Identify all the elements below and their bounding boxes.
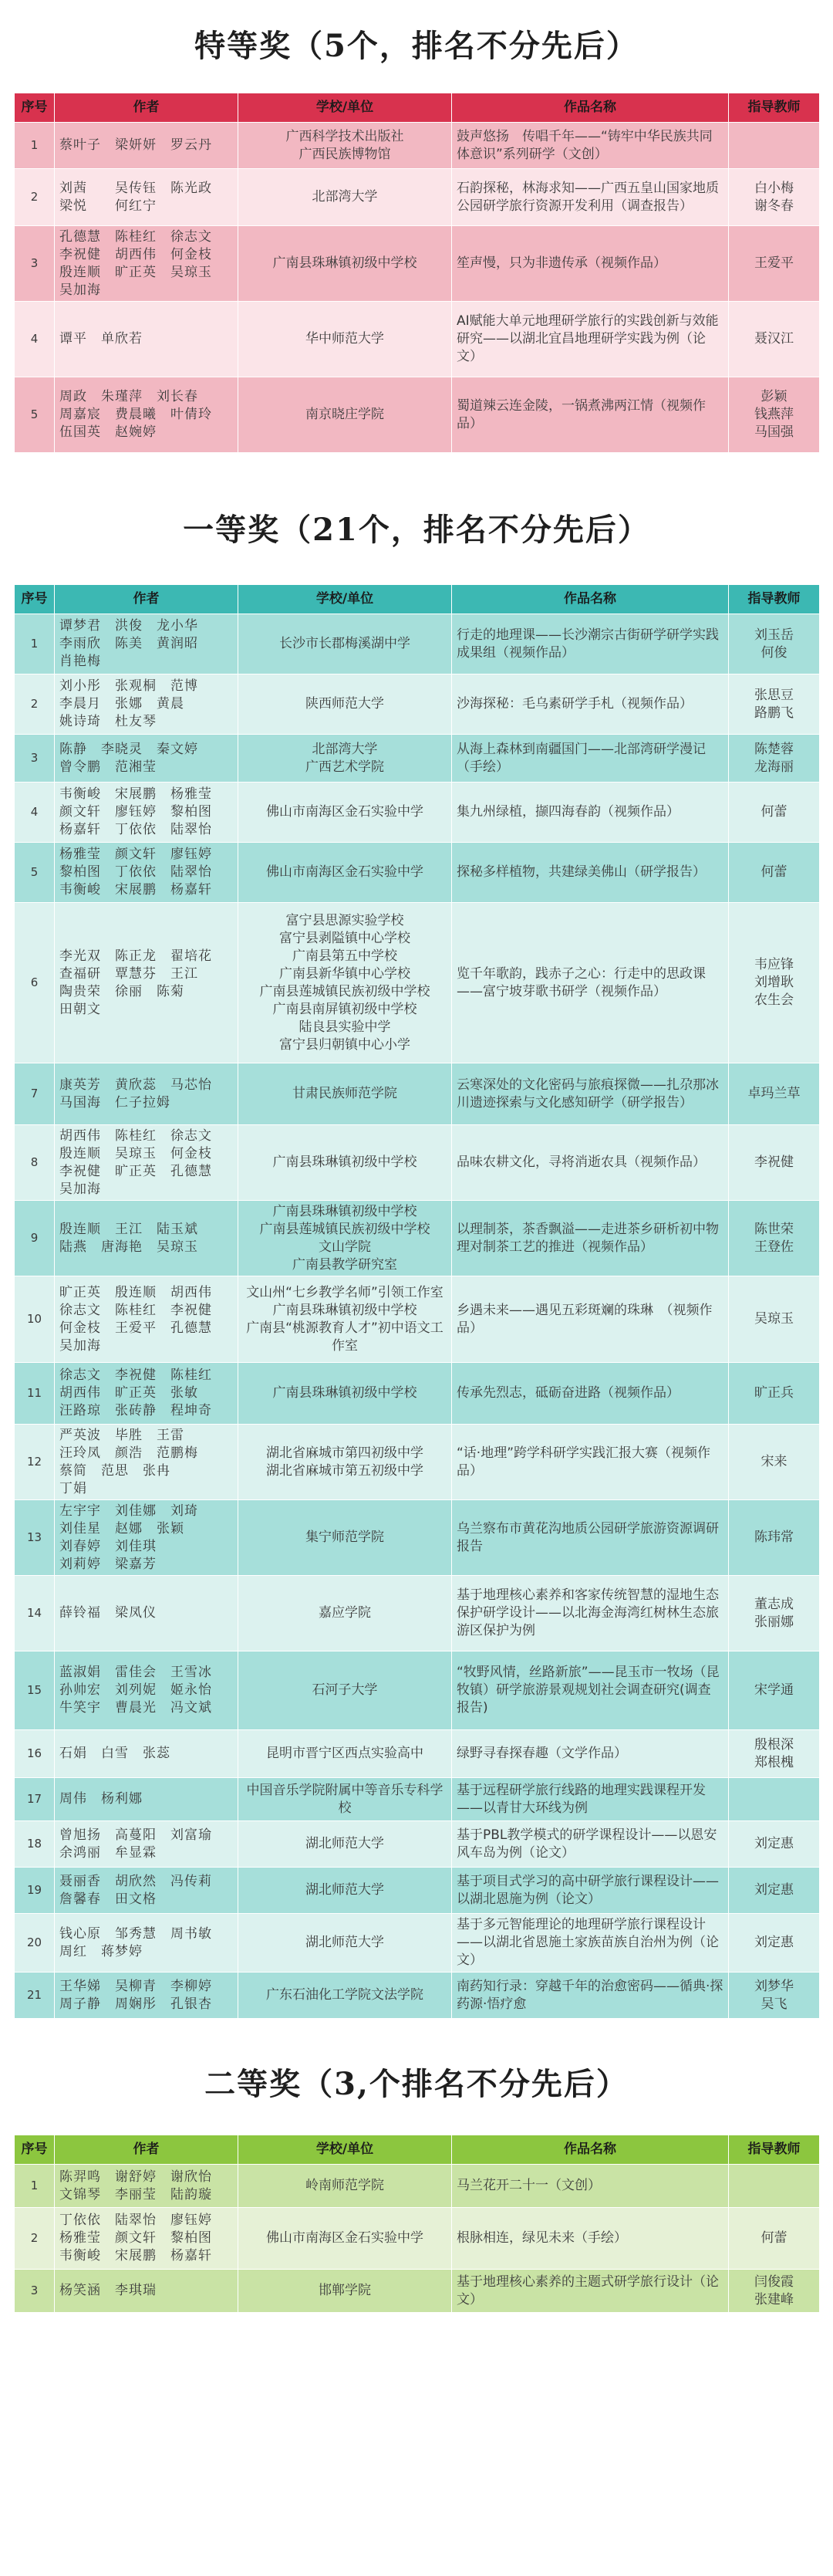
cell-no: 19 [15, 1868, 55, 1914]
table-row [15, 1778, 820, 1821]
cell-unit: 北部湾大学 [238, 169, 452, 226]
cell-teacher: 宋来 [729, 1425, 820, 1500]
cell-teacher: 刘定惠 [729, 1914, 820, 1973]
cell-authors: 周政 朱瑾萍 刘长春 周嘉宸 费晨曦 叶倩玲 伍国英 赵婉婷 [55, 377, 238, 453]
cell-authors: 谭梦君 洪俊 龙小华 李雨欣 陈美 黄润昭 肖艳梅 [55, 614, 238, 674]
cell-teacher: 陈世荣 王登佐 [729, 1201, 820, 1276]
cell-teacher: 彭颖 钱燕萍 马国强 [729, 377, 820, 453]
cell-work: 沙海探秘：毛乌素研学手札（视频作品） [452, 674, 729, 735]
cell-unit: 陕西师范大学 [238, 674, 452, 735]
cell-authors: 严英波 毕胜 王雷 汪玲凤 颜浩 范鹏梅 蔡简 范思 张冉 丁娟 [55, 1425, 238, 1500]
cell-teacher: 闫俊霞 张建峰 [729, 2270, 820, 2313]
cell-authors: 韦衡峻 宋展鹏 杨雅莹 颜文轩 廖钰婷 黎柏图 杨嘉轩 丁依依 陆翠怡 [55, 783, 238, 843]
table-first-award [14, 584, 820, 2019]
cell-unit: 华中师范大学 [238, 302, 452, 377]
col-header-no: 序号 [15, 585, 55, 614]
table-row [15, 843, 820, 903]
cell-unit: 嘉应学院 [238, 1576, 452, 1651]
cell-teacher: 何蕾 [729, 783, 820, 843]
cell-unit: 中国音乐学院附属中等音乐专科学校 [238, 1778, 452, 1821]
cell-no: 5 [15, 377, 55, 453]
cell-no: 14 [15, 1576, 55, 1651]
col-header-authors: 作者 [55, 585, 238, 614]
table-row [15, 1425, 820, 1500]
cell-unit: 佛山市南海区金石实验中学 [238, 843, 452, 903]
cell-no: 3 [15, 226, 55, 302]
cell-work: 笙声慢，只为非遗传承（视频作品） [452, 226, 729, 302]
cell-no: 2 [15, 169, 55, 226]
table-row [15, 1730, 820, 1778]
cell-authors: 曾旭扬 高蔓阳 刘富瑜 余鸿丽 牟显霖 [55, 1821, 238, 1868]
cell-work: 乌兰察布市黄花沟地质公园研学旅游资源调研报告 [452, 1500, 729, 1576]
cell-no: 13 [15, 1500, 55, 1576]
cell-authors: 蔡叶子 梁妍妍 罗云丹 [55, 123, 238, 169]
table-row [15, 1500, 820, 1576]
cell-work: 探秘多样植物，共建绿美佛山（研学报告） [452, 843, 729, 903]
table-row [15, 614, 820, 674]
cell-no: 9 [15, 1201, 55, 1276]
cell-work: 基于地理核心素养和客家传统智慧的湿地生态保护研学设计——以北海金海湾红树林生态旅游区保护为例 [452, 1576, 729, 1651]
cell-authors: 刘茜 吴传钰 陈光政 梁悦 何红宁 [55, 169, 238, 226]
cell-authors: 殷连顺 王江 陆玉斌 陆燕 唐海艳 吴琼玉 [55, 1201, 238, 1276]
table-header-row [15, 585, 820, 614]
cell-no: 4 [15, 783, 55, 843]
cell-unit: 昆明市晋宁区西点实验高中 [238, 1730, 452, 1778]
table-row [15, 2208, 820, 2270]
cell-authors: 薛铃福 梁凤仪 [55, 1576, 238, 1651]
col-header-unit: 学校/单位 [238, 93, 452, 123]
cell-authors: 谭平 单欣若 [55, 302, 238, 377]
table-special-award [14, 93, 820, 453]
cell-authors: 陈羿鸣 谢舒婷 谢欣怡 文锦琴 李丽莹 陆韵璇 [55, 2165, 238, 2208]
cell-no: 7 [15, 1063, 55, 1125]
table-row [15, 1063, 820, 1125]
cell-teacher: 殷根深 郑根槐 [729, 1730, 820, 1778]
cell-work: 基于远程研学旅行线路的地理实践课程开发——以青甘大环线为例 [452, 1778, 729, 1821]
cell-work: 基于地理核心素养的主题式研学旅行设计（论文） [452, 2270, 729, 2313]
cell-work: 传承先烈志，砥砺奋进路（视频作品） [452, 1363, 729, 1425]
table-header-row [15, 93, 820, 123]
cell-no: 16 [15, 1730, 55, 1778]
cell-unit: 广东石油化工学院文法学院 [238, 1973, 452, 2019]
col-header-work: 作品名称 [452, 93, 729, 123]
cell-work: “话·地理”跨学科研学实践汇报大赛（视频作品） [452, 1425, 729, 1500]
cell-teacher: 李祝健 [729, 1125, 820, 1201]
cell-unit: 富宁县思源实验学校 富宁县剥隘镇中心学校 广南县第五中学校 广南县新华镇中心学校 广南县莲城镇民族初级中学校 广南县南屏镇初级中学校 陆良县实验中学 富宁县归朝镇中心小学 [238, 903, 452, 1063]
cell-no: 2 [15, 674, 55, 735]
cell-no: 3 [15, 735, 55, 783]
cell-unit: 邯郸学院 [238, 2270, 452, 2313]
cell-work: 云寒深处的文化密码与旅痕探微——扎尕那冰川遗迹探索与文化感知研学（研学报告） [452, 1063, 729, 1125]
cell-teacher: 陈楚蓉 龙海丽 [729, 735, 820, 783]
table-row [15, 2165, 820, 2208]
cell-unit: 长沙市长郡梅溪湖中学 [238, 614, 452, 674]
cell-authors: 康英芳 黄欣蕊 马芯怡 马国海 仁子拉姆 [55, 1063, 238, 1125]
cell-work: 以理制茶，茶香飘溢——走进茶乡研析初中物理对制茶工艺的推进（视频作品） [452, 1201, 729, 1276]
table-row [15, 2270, 820, 2313]
col-header-no: 序号 [15, 2135, 55, 2165]
cell-unit: 广南县珠琳镇初级中学校 [238, 1363, 452, 1425]
col-header-unit: 学校/单位 [238, 585, 452, 614]
cell-authors: 杨笑涵 李琪瑞 [55, 2270, 238, 2313]
table-row [15, 169, 820, 226]
cell-authors: 聂丽香 胡欣然 冯传莉 詹馨春 田文格 [55, 1868, 238, 1914]
cell-no: 20 [15, 1914, 55, 1973]
col-header-teacher: 指导教师 [729, 585, 820, 614]
cell-no: 10 [15, 1276, 55, 1363]
table-row [15, 123, 820, 169]
cell-authors: 陈静 李晓灵 秦文婷 曾令鹏 范湘莹 [55, 735, 238, 783]
table-row [15, 903, 820, 1063]
cell-unit: 集宁师范学院 [238, 1500, 452, 1576]
cell-work: 根脉相连，绿见未来（手绘） [452, 2208, 729, 2270]
cell-unit: 广西科学技术出版社 广西民族博物馆 [238, 123, 452, 169]
cell-no: 17 [15, 1778, 55, 1821]
cell-work: 石韵探秘，林海求知——广西五皇山国家地质公园研学旅行资源开发利用（调查报告） [452, 169, 729, 226]
table-row [15, 302, 820, 377]
cell-unit: 广南县珠琳镇初级中学校 广南县莲城镇民族初级中学校 文山学院 广南县教学研究室 [238, 1201, 452, 1276]
cell-no: 1 [15, 614, 55, 674]
table-row [15, 674, 820, 735]
section-title-special: 特等奖（5个，排名不分先后） [194, 28, 639, 64]
cell-work: 基于PBL教学模式的研学课程设计——以恩安风车岛为例（论文） [452, 1821, 729, 1868]
cell-work: 从海上森林到南疆国门——北部湾研学漫记（手绘） [452, 735, 729, 783]
col-header-work: 作品名称 [452, 2135, 729, 2165]
cell-work: 行走的地理课——长沙潮宗古街研学研学实践成果组（视频作品） [452, 614, 729, 674]
cell-teacher: 刘玉岳 何俊 [729, 614, 820, 674]
table-row [15, 226, 820, 302]
cell-teacher: 宋学通 [729, 1651, 820, 1730]
cell-work: 基于多元智能理论的地理研学旅行课程设计——以湖北省恩施土家族苗族自治州为例（论文） [452, 1914, 729, 1973]
cell-teacher: 白小梅 谢冬春 [729, 169, 820, 226]
cell-no: 4 [15, 302, 55, 377]
col-header-authors: 作者 [55, 2135, 238, 2165]
cell-unit: 广南县珠琳镇初级中学校 [238, 226, 452, 302]
cell-work: 马兰花开二十一（文创） [452, 2165, 729, 2208]
cell-teacher: 韦应锋 刘增耿 农生会 [729, 903, 820, 1063]
cell-work: 览千年歌韵，践赤子之心：行走中的思政课——富宁坡芽歌书研学（视频作品） [452, 903, 729, 1063]
cell-teacher: 刘定惠 [729, 1868, 820, 1914]
cell-authors: 胡西伟 陈桂红 徐志文 殷连顺 吴琼玉 何金枝 李祝健 旷正英 孔德慧 吴加海 [55, 1125, 238, 1201]
section-title-first: 一等奖（21个，排名不分先后） [183, 512, 650, 548]
cell-work: 绿野寻春探春趣（文学作品） [452, 1730, 729, 1778]
cell-authors: 蓝淑娟 雷佳会 王雪冰 孙帅宏 刘列妮 姬永怡 牛笑宇 曹晨光 冯文斌 [55, 1651, 238, 1730]
cell-teacher: 何蕾 [729, 2208, 820, 2270]
cell-work: 蜀道辣云连金陵，一锅煮沸两江情（视频作品） [452, 377, 729, 453]
cell-teacher: 旷正兵 [729, 1363, 820, 1425]
table-row [15, 1125, 820, 1201]
cell-work: 鼓声悠扬 传唱千年——“铸牢中华民族共同体意识”系列研学（文创） [452, 123, 729, 169]
cell-teacher: 张思豆 路鹏飞 [729, 674, 820, 735]
col-header-unit: 学校/单位 [238, 2135, 452, 2165]
col-header-teacher: 指导教师 [729, 2135, 820, 2165]
cell-no: 11 [15, 1363, 55, 1425]
cell-authors: 徐志文 李祝健 陈桂红 胡西伟 旷正英 张敏 汪路琼 张砖静 程坤奇 [55, 1363, 238, 1425]
cell-unit: 佛山市南海区金石实验中学 [238, 783, 452, 843]
cell-unit: 岭南师范学院 [238, 2165, 452, 2208]
cell-no: 1 [15, 123, 55, 169]
cell-work: 乡遇未来——遇见五彩斑斓的珠琳 （视频作品） [452, 1276, 729, 1363]
cell-teacher: 吴琼玉 [729, 1276, 820, 1363]
table-row [15, 735, 820, 783]
cell-unit: 湖北师范大学 [238, 1868, 452, 1914]
cell-authors: 左宇宇 刘佳娜 刘琦 刘佳星 赵娜 张颖 刘春婷 刘佳琪 刘莉婷 梁嘉芳 [55, 1500, 238, 1576]
cell-authors: 刘小彤 张观桐 范博 李晨月 张娜 黄晨 姚诗琦 杜友琴 [55, 674, 238, 735]
cell-work: 集九州绿植，撷四海春韵（视频作品） [452, 783, 729, 843]
cell-work: 南药知行录：穿越千年的治愈密码——循典·探药源·悟疗愈 [452, 1973, 729, 2019]
table-second-award [14, 2135, 820, 2313]
col-header-no: 序号 [15, 93, 55, 123]
cell-authors: 丁依依 陆翠怡 廖钰婷 杨雅莹 颜文轩 黎柏图 韦衡峻 宋展鹏 杨嘉轩 [55, 2208, 238, 2270]
cell-teacher: 刘梦华 吴飞 [729, 1973, 820, 2019]
table-row [15, 1973, 820, 2019]
cell-work: “牧野风情，丝路新旅”——昆玉市一牧场（昆牧镇）研学旅游景观规划社会调查研究(调查报告) [452, 1651, 729, 1730]
cell-authors: 石娟 白雪 张蕊 [55, 1730, 238, 1778]
table-row [15, 377, 820, 453]
cell-unit: 南京晓庄学院 [238, 377, 452, 453]
cell-authors: 杨雅莹 颜文轩 廖钰婷 黎柏图 丁依依 陆翠怡 韦衡峻 宋展鹏 杨嘉轩 [55, 843, 238, 903]
cell-teacher: 何蕾 [729, 843, 820, 903]
col-header-teacher: 指导教师 [729, 93, 820, 123]
cell-no: 5 [15, 843, 55, 903]
table-row [15, 1914, 820, 1973]
cell-teacher: 刘定惠 [729, 1821, 820, 1868]
table-row [15, 1201, 820, 1276]
table-row [15, 1821, 820, 1868]
cell-no: 15 [15, 1651, 55, 1730]
cell-authors: 王华娣 吴柳青 李柳婷 周子静 周娴彤 孔银杏 [55, 1973, 238, 2019]
cell-unit: 文山州“七乡教学名师”引领工作室 广南县珠琳镇初级中学校 广南县“桃源教育人才”初中语文工作室 [238, 1276, 452, 1363]
cell-no: 1 [15, 2165, 55, 2208]
cell-teacher [729, 123, 820, 169]
cell-unit: 湖北师范大学 [238, 1821, 452, 1868]
cell-unit: 石河子大学 [238, 1651, 452, 1730]
col-header-authors: 作者 [55, 93, 238, 123]
cell-unit: 湖北省麻城市第四初级中学 湖北省麻城市第五初级中学 [238, 1425, 452, 1500]
table-row [15, 1868, 820, 1914]
cell-no: 18 [15, 1821, 55, 1868]
table-row [15, 1576, 820, 1651]
table-row [15, 1276, 820, 1363]
cell-authors: 孔德慧 陈桂红 徐志文 李祝健 胡西伟 何金枝 殷连顺 旷正英 吴琼玉 吴加海 [55, 226, 238, 302]
cell-teacher: 卓玛兰草 [729, 1063, 820, 1125]
table-row [15, 1651, 820, 1730]
cell-unit: 广南县珠琳镇初级中学校 [238, 1125, 452, 1201]
cell-no: 8 [15, 1125, 55, 1201]
cell-authors: 李光双 陈正龙 翟培花 查福研 覃慧芬 王江 陶贵荣 徐丽 陈菊 田朝文 [55, 903, 238, 1063]
cell-no: 21 [15, 1973, 55, 2019]
table-row [15, 783, 820, 843]
cell-teacher: 陈玮常 [729, 1500, 820, 1576]
cell-teacher [729, 2165, 820, 2208]
col-header-work: 作品名称 [452, 585, 729, 614]
cell-unit: 甘肃民族师范学院 [238, 1063, 452, 1125]
cell-no: 12 [15, 1425, 55, 1500]
cell-teacher [729, 1778, 820, 1821]
cell-authors: 旷正英 殷连顺 胡西伟 徐志文 陈桂红 李祝健 何金枝 王爱平 孔德慧 吴加海 [55, 1276, 238, 1363]
cell-no: 3 [15, 2270, 55, 2313]
cell-no: 6 [15, 903, 55, 1063]
cell-unit: 佛山市南海区金石实验中学 [238, 2208, 452, 2270]
table-row [15, 1363, 820, 1425]
cell-teacher: 王爱平 [729, 226, 820, 302]
cell-no: 2 [15, 2208, 55, 2270]
cell-authors: 周伟 杨利娜 [55, 1778, 238, 1821]
cell-teacher: 聂汉江 [729, 302, 820, 377]
cell-work: 基于项目式学习的高中研学旅行课程设计——以湖北恩施为例（论文） [452, 1868, 729, 1914]
cell-unit: 湖北师范大学 [238, 1914, 452, 1973]
section-title-second: 二等奖（3,个排名不分先后） [204, 2066, 629, 2102]
cell-authors: 钱心原 邹秀慧 周书敏 周红 蒋梦婷 [55, 1914, 238, 1973]
cell-unit: 北部湾大学 广西艺术学院 [238, 735, 452, 783]
cell-teacher: 董志成 张丽娜 [729, 1576, 820, 1651]
cell-work: AI赋能大单元地理研学旅行的实践创新与效能研究——以湖北宜昌地理研学实践为例（论文） [452, 302, 729, 377]
cell-work: 品味农耕文化，寻将消逝农具（视频作品） [452, 1125, 729, 1201]
table-header-row [15, 2135, 820, 2165]
